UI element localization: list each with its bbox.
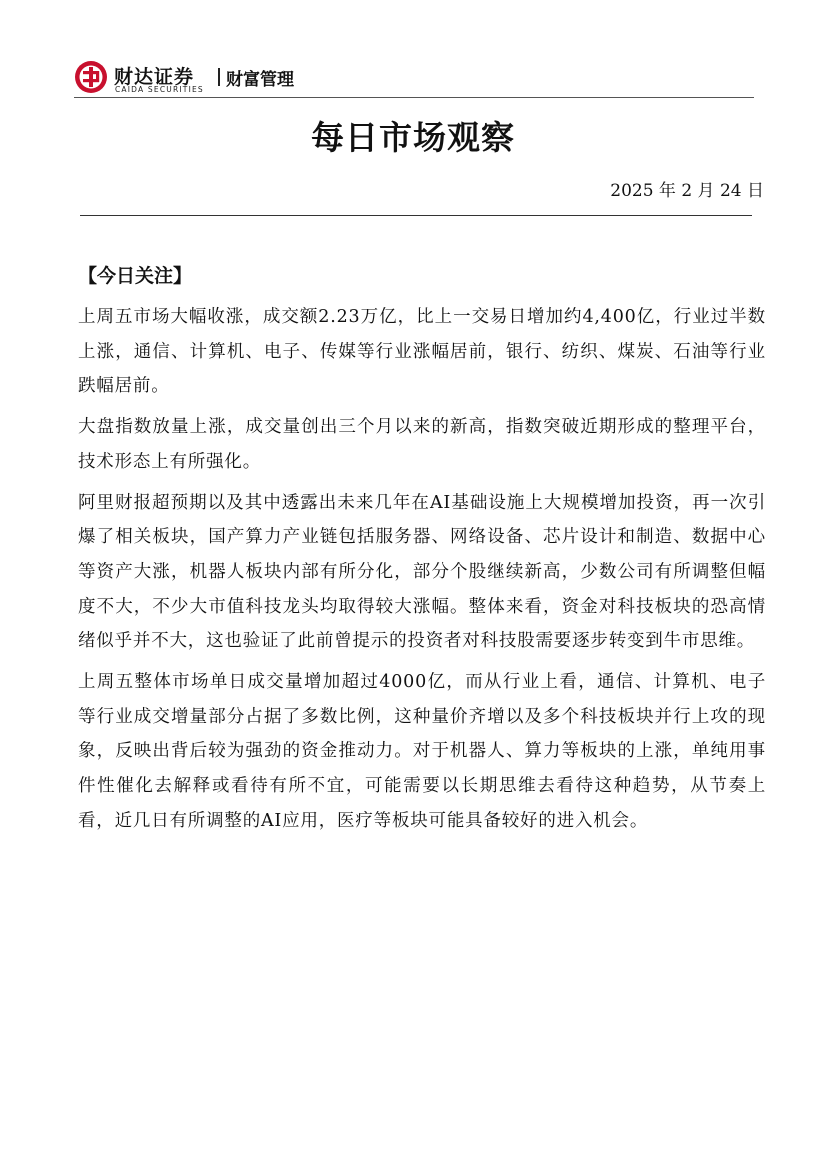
header-divider bbox=[74, 97, 754, 98]
paragraph: 上周五市场大幅收涨，成交额2.23万亿，比上一交易日增加约4,400亿，行业过半数上涨，通信、计算机、电子、传媒等行业涨幅居前，银行、纺织、煤炭、石油等行业跌幅居前。 bbox=[78, 307, 766, 397]
logo-english-name: CAIDA SECURITIES bbox=[115, 85, 204, 94]
paragraph: 阿里财报超预期以及其中透露出未来几年在AI基础设施上大规模增加投资，再一次引爆了相关板块，国产算力产业链包括服务器、网络设备、芯片设计和制造、数据中心等资产大涨，机器人板块内部有所分化，部分个股继续新高，少数公司有所调整但幅度不大，不少大市值科技龙头均取得较大涨幅。整体来看，资金对科技板块的恐高情绪似乎并不大，这也验证了此前曾提示的投资者对科技股需要逐步转变到牛市思维。 bbox=[78, 492, 766, 652]
title-divider bbox=[80, 215, 752, 216]
section-content bbox=[78, 300, 766, 845]
logo-subtitle: 财富管理 bbox=[226, 70, 294, 90]
page-title: 每日市场观察 bbox=[311, 118, 515, 157]
report-date: 2025 年 2 月 24 日 bbox=[610, 181, 764, 201]
logo-chinese-name: 财达证券 bbox=[114, 66, 195, 88]
page-header bbox=[74, 58, 754, 98]
paragraph: 大盘指数放量上涨，成交量创出三个月以来的新高，指数突破近期形成的整理平台，技术形态上有所强化。 bbox=[78, 417, 766, 472]
logo-separator bbox=[218, 68, 220, 86]
caida-logo-icon bbox=[74, 60, 108, 94]
section-heading: 【今日关注】 bbox=[78, 265, 193, 287]
paragraph: 上周五整体市场单日成交量增加超过4000亿，而从行业上看，通信、计算机、电子等行业成交增量部分占据了多数比例，这种量价齐增以及多个科技板块并行上攻的现象，反映出背后较为强劲的资金推动力。对于机器人、算力等板块的上涨，单纯用事件性催化去解释或看待有所不宜，可能需要以长期思维去看待这种趋势，从节奏上看，近几日有所调整的AI应用，医疗等板块可能具备较好的进入机会。 bbox=[78, 672, 766, 831]
